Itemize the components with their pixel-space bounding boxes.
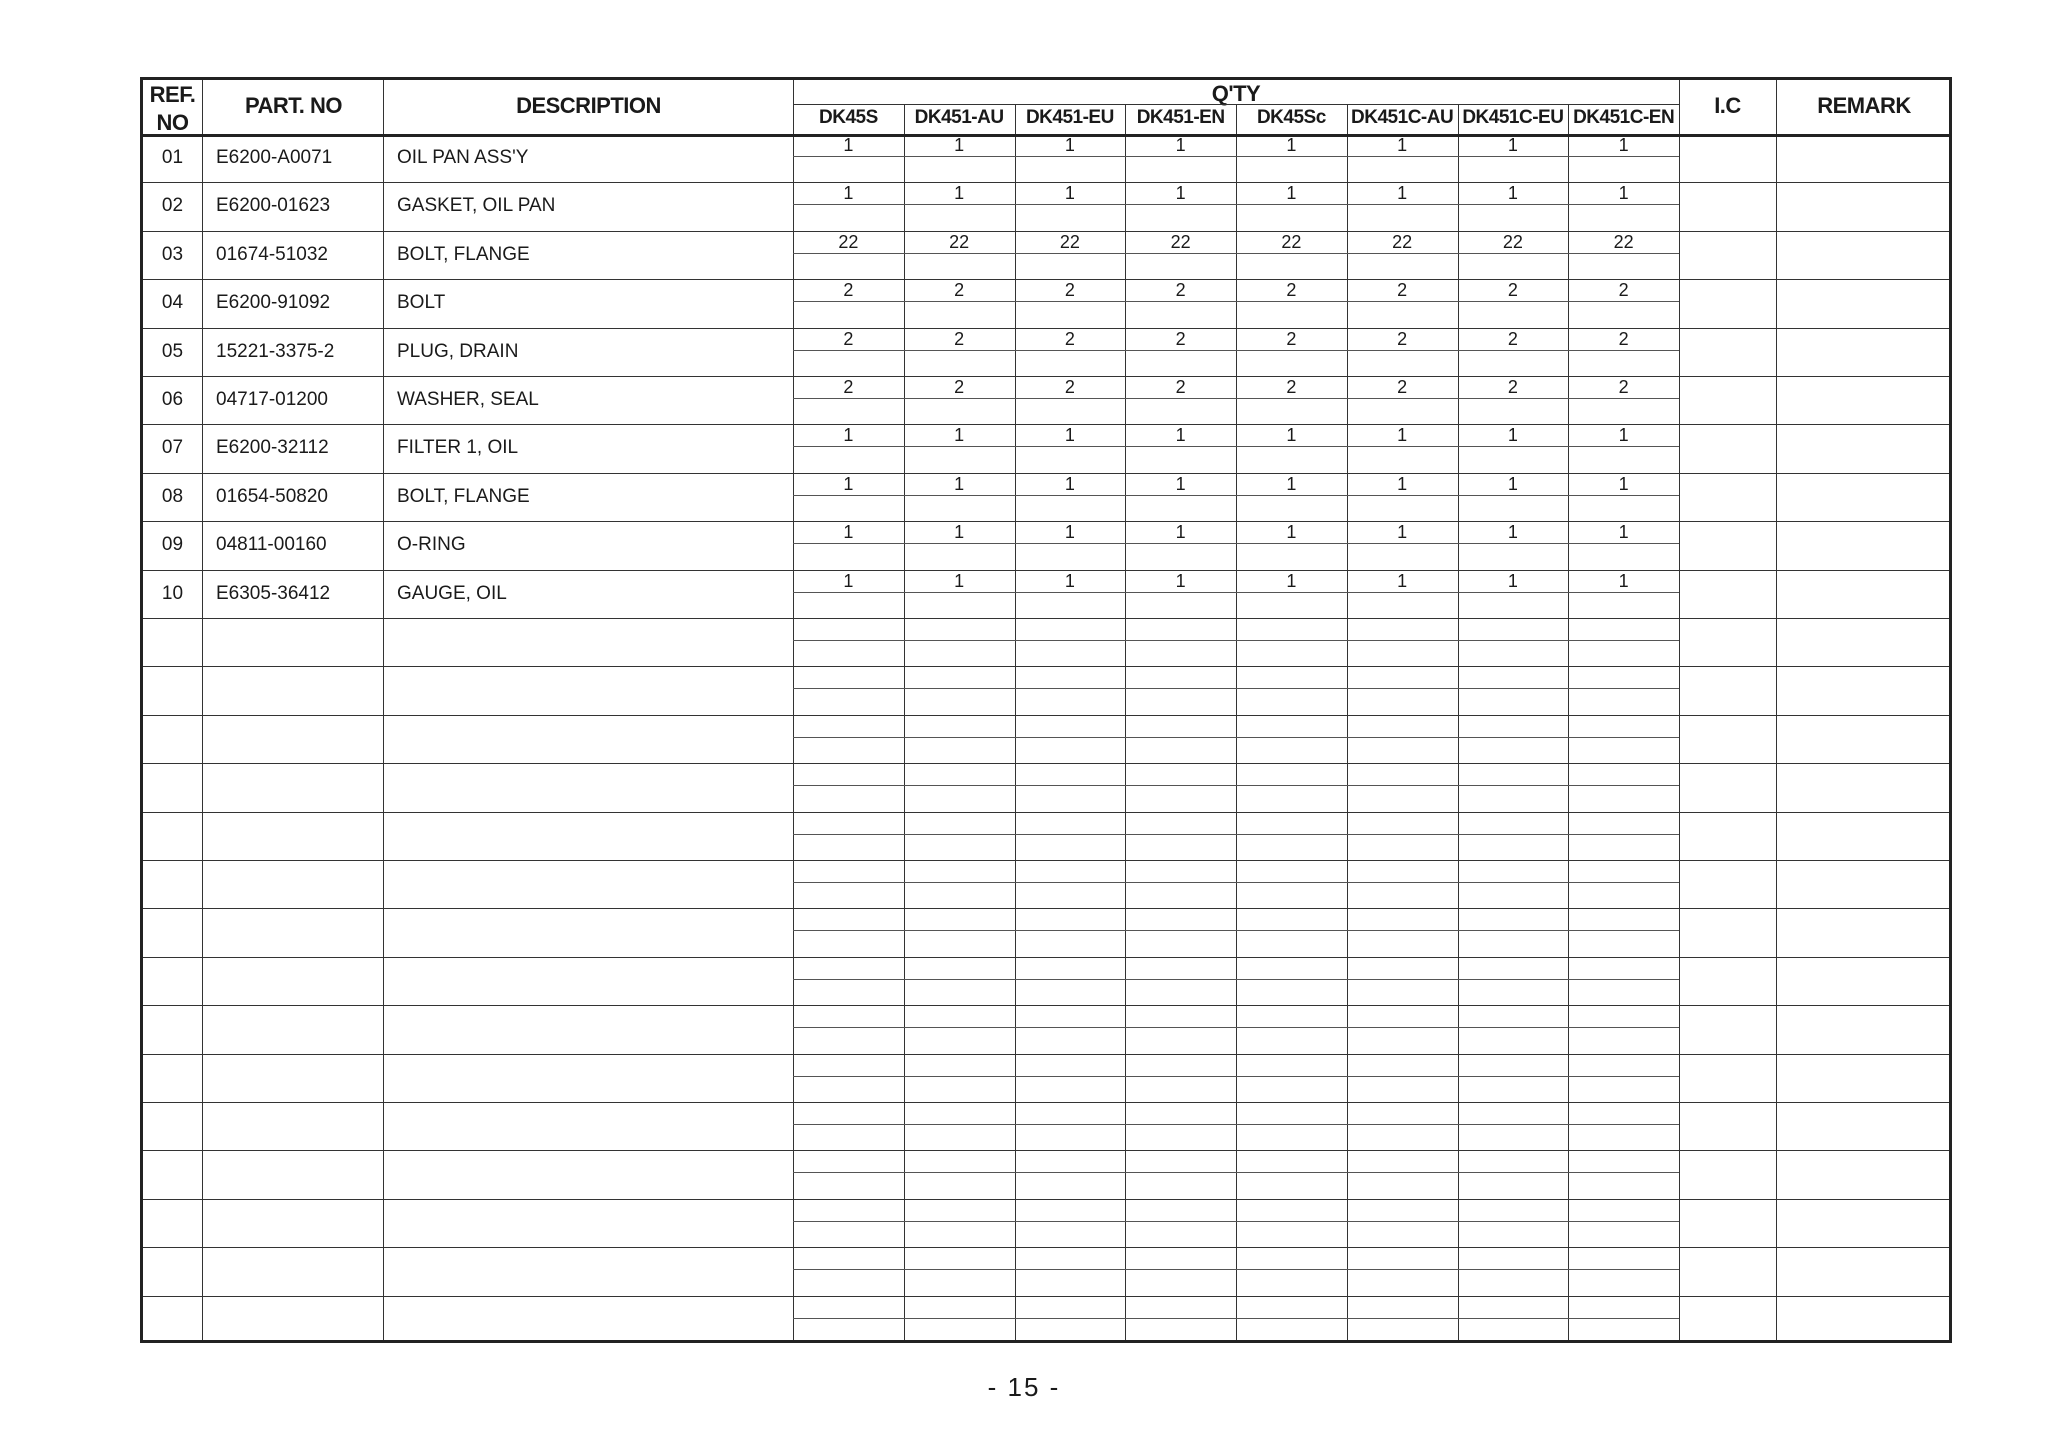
qty-cell: 1 (1618, 183, 1629, 204)
row-divider (143, 1054, 1949, 1055)
row-divider (143, 521, 1949, 522)
qty-subline (793, 253, 1679, 254)
qty-cell: 1 (1064, 570, 1075, 591)
qty-cell: 1 (954, 570, 965, 591)
qty-cell: 22 (1059, 231, 1080, 252)
row-divider (143, 666, 1949, 667)
description-cell: WASHER, SEAL (397, 389, 539, 410)
ref-no-cell: 10 (161, 582, 184, 604)
model-header: DK451-AU (914, 107, 1004, 128)
qty-cell: 1 (954, 473, 965, 494)
qty-cell: 1 (1175, 425, 1186, 446)
qty-column-divider (1568, 104, 1569, 1340)
qty-cell: 1 (1286, 425, 1297, 446)
qty-cell: 2 (1286, 280, 1297, 301)
row-divider (143, 424, 1949, 425)
qty-cell: 1 (1618, 135, 1629, 155)
qty-subline (793, 398, 1679, 399)
qty-cell: 2 (1397, 280, 1408, 301)
qty-cell: 1 (1175, 473, 1186, 494)
qty-column-divider (1458, 104, 1459, 1340)
model-header: DK45S (819, 107, 878, 128)
qty-cell: 1 (1397, 522, 1408, 543)
qty-subline (793, 834, 1679, 835)
qty-cell: 1 (843, 183, 854, 204)
part-no-cell: E6200-A0071 (216, 147, 333, 168)
ref-no-cell: 09 (161, 534, 184, 556)
row-divider (143, 182, 1949, 183)
qty-subline (793, 1318, 1679, 1319)
qty-cell: 1 (1175, 135, 1186, 155)
row-divider (143, 1102, 1949, 1103)
qty-cell: 2 (1064, 377, 1075, 397)
header-ref-no-line2: NO (156, 110, 189, 135)
qty-subline (793, 495, 1679, 496)
qty-cell: 2 (1618, 328, 1629, 349)
ref-no-cell: 04 (161, 292, 184, 314)
row-divider (143, 570, 1949, 571)
qty-cell: 1 (1618, 473, 1629, 494)
qty-subline (793, 1269, 1679, 1270)
qty-cell: 1 (1397, 183, 1408, 204)
row-divider (143, 1247, 1949, 1248)
row-divider (143, 1005, 1949, 1006)
qty-cell: 2 (954, 377, 965, 397)
qty-cell: 1 (1397, 473, 1408, 494)
qty-cell: 1 (843, 570, 854, 591)
description-cell: GASKET, OIL PAN (397, 195, 556, 217)
header-qty: Q'TY (1211, 81, 1261, 106)
header-part-no: PART. NO (244, 93, 343, 118)
qty-cell: 1 (1064, 135, 1075, 155)
qty-cell: 1 (1507, 135, 1518, 155)
qty-subline (793, 446, 1679, 447)
qty-cell: 2 (1064, 328, 1075, 349)
qty-cell: 22 (1502, 231, 1523, 252)
description-cell: GAUGE, OIL (397, 582, 507, 604)
qty-subline (793, 1221, 1679, 1222)
qty-cell: 1 (1618, 522, 1629, 543)
qty-cell: 2 (1286, 377, 1297, 397)
qty-cell: 1 (1397, 135, 1408, 155)
qty-subline (793, 930, 1679, 931)
qty-cell: 1 (1175, 570, 1186, 591)
qty-cell: 1 (1286, 522, 1297, 543)
qty-cell: 2 (843, 328, 854, 349)
qty-subline (793, 350, 1679, 351)
qty-subline (793, 1076, 1679, 1077)
page-number: - 15 - (987, 1372, 1061, 1402)
description-cell: BOLT, FLANGE (397, 485, 530, 507)
qty-cell: 1 (1397, 570, 1408, 591)
qty-cell: 1 (843, 473, 854, 494)
qty-cell: 1 (1507, 425, 1518, 446)
qty-cell: 22 (949, 231, 970, 252)
qty-cell: 2 (843, 377, 854, 397)
part-no-cell: E6200-32112 (216, 437, 329, 459)
part-no-cell: E6305-36412 (216, 582, 331, 604)
model-header: DK451-EU (1025, 107, 1114, 128)
qty-cell: 1 (1064, 183, 1075, 204)
model-header: DK451C-EN (1573, 107, 1675, 128)
model-header: DK451C-AU (1351, 107, 1454, 128)
qty-cell: 2 (1175, 328, 1186, 349)
qty-cell: 1 (843, 425, 854, 446)
header-ic: I.C (1714, 93, 1741, 118)
row-divider (143, 328, 1949, 329)
qty-subline (793, 1172, 1679, 1173)
qty-cell: 2 (1175, 377, 1186, 397)
row-divider (143, 1150, 1949, 1151)
qty-cell: 2 (1507, 280, 1518, 301)
qty-cell: 2 (954, 328, 965, 349)
qty-cell: 1 (1618, 425, 1629, 446)
qty-cell: 2 (954, 280, 965, 301)
qty-cell: 2 (1618, 377, 1629, 397)
row-divider (143, 860, 1949, 861)
header-ref-no-line1: REF. (149, 82, 196, 107)
qty-cell: 1 (1175, 183, 1186, 204)
header-description: DESCRIPTION (516, 93, 661, 118)
qty-column-divider (1347, 104, 1348, 1340)
qty-column-divider (1236, 104, 1237, 1340)
ref-no-cell: 01 (161, 147, 184, 168)
qty-subline (793, 640, 1679, 641)
qty-cell: 1 (1064, 522, 1075, 543)
qty-cell: 1 (1397, 425, 1408, 446)
model-header: DK45Sc (1256, 107, 1326, 128)
row-divider (143, 715, 1949, 716)
qty-subline (793, 979, 1679, 980)
row-divider (143, 812, 1949, 813)
qty-cell: 1 (954, 425, 965, 446)
qty-cell: 2 (1397, 328, 1408, 349)
part-no-cell: 04717-01200 (216, 389, 328, 410)
qty-cell: 2 (1064, 280, 1075, 301)
qty-subline (793, 785, 1679, 786)
row-divider (143, 618, 1949, 619)
row-divider (143, 908, 1949, 909)
qty-cell: 1 (1064, 473, 1075, 494)
description-cell: BOLT, FLANGE (397, 243, 530, 265)
qty-cell: 1 (1618, 570, 1629, 591)
qty-cell: 2 (1397, 377, 1408, 397)
description-cell: FILTER 1, OIL (397, 437, 519, 459)
parts-table (140, 77, 1952, 1343)
qty-cell: 22 (1281, 231, 1302, 252)
qty-subline (793, 204, 1679, 205)
ref-no-cell: 03 (161, 243, 184, 265)
part-no-cell: 04811-00160 (216, 534, 327, 556)
qty-subline (793, 1027, 1679, 1028)
qty-cell: 2 (843, 280, 854, 301)
row-divider (143, 376, 1949, 377)
row-divider (143, 763, 1949, 764)
qty-cell: 22 (838, 231, 859, 252)
header-remark: REMARK (1817, 93, 1911, 118)
qty-subline (793, 882, 1679, 883)
description-cell: OIL PAN ASS'Y (397, 147, 529, 168)
qty-subline (793, 1124, 1679, 1125)
part-no-cell: E6200-01623 (216, 195, 331, 217)
part-no-cell: 01654-50820 (216, 485, 328, 507)
qty-cell: 22 (1613, 231, 1634, 252)
model-header: DK451C-EU (1462, 107, 1564, 128)
ref-no-cell: 02 (161, 195, 184, 217)
qty-cell: 2 (1175, 280, 1186, 301)
row-divider (143, 231, 1949, 232)
row-divider (143, 279, 1949, 280)
qty-cell: 1 (843, 135, 854, 155)
qty-cell: 1 (1064, 425, 1075, 446)
ref-no-cell: 05 (161, 340, 184, 362)
row-divider (143, 1199, 1949, 1200)
qty-cell: 22 (1392, 231, 1413, 252)
part-no-cell: 15221-3375-2 (216, 340, 335, 362)
qty-subline (793, 156, 1679, 157)
qty-column-divider (1125, 104, 1126, 1340)
qty-subline (793, 543, 1679, 544)
qty-cell: 1 (1507, 183, 1518, 204)
qty-cell: 1 (1286, 135, 1297, 155)
ref-no-cell: 07 (161, 437, 184, 459)
header-bottom-border (143, 134, 1949, 137)
row-divider (143, 473, 1949, 474)
description-cell: BOLT (397, 292, 446, 314)
qty-cell: 22 (1170, 231, 1191, 252)
row-divider (143, 1296, 1949, 1297)
qty-cell: 1 (1286, 473, 1297, 494)
description-cell: O-RING (397, 534, 466, 556)
qty-cell: 2 (1507, 377, 1518, 397)
qty-column-divider (1015, 104, 1016, 1340)
qty-cell: 1 (1507, 570, 1518, 591)
qty-subline (793, 592, 1679, 593)
qty-cell: 1 (954, 135, 965, 155)
qty-cell: 2 (1286, 328, 1297, 349)
qty-column-divider (904, 104, 905, 1340)
qty-cell: 1 (1507, 473, 1518, 494)
qty-cell: 1 (954, 183, 965, 204)
qty-cell: 1 (1286, 183, 1297, 204)
ref-no-cell: 08 (161, 485, 184, 507)
part-no-cell: E6200-91092 (216, 292, 331, 314)
ref-no-cell: 06 (161, 389, 184, 410)
qty-subline (793, 737, 1679, 738)
qty-subline (793, 688, 1679, 689)
qty-cell: 1 (954, 522, 965, 543)
qty-subline (793, 301, 1679, 302)
qty-cell: 2 (1507, 328, 1518, 349)
part-no-cell: 01674-51032 (216, 243, 328, 265)
row-divider (143, 957, 1949, 958)
description-cell: PLUG, DRAIN (397, 340, 519, 362)
qty-cell: 1 (1175, 522, 1186, 543)
qty-cell: 1 (843, 522, 854, 543)
qty-header-divider (793, 104, 1679, 105)
qty-cell: 2 (1618, 280, 1629, 301)
model-header: DK451-EN (1136, 107, 1225, 128)
qty-cell: 1 (1286, 570, 1297, 591)
qty-cell: 1 (1507, 522, 1518, 543)
